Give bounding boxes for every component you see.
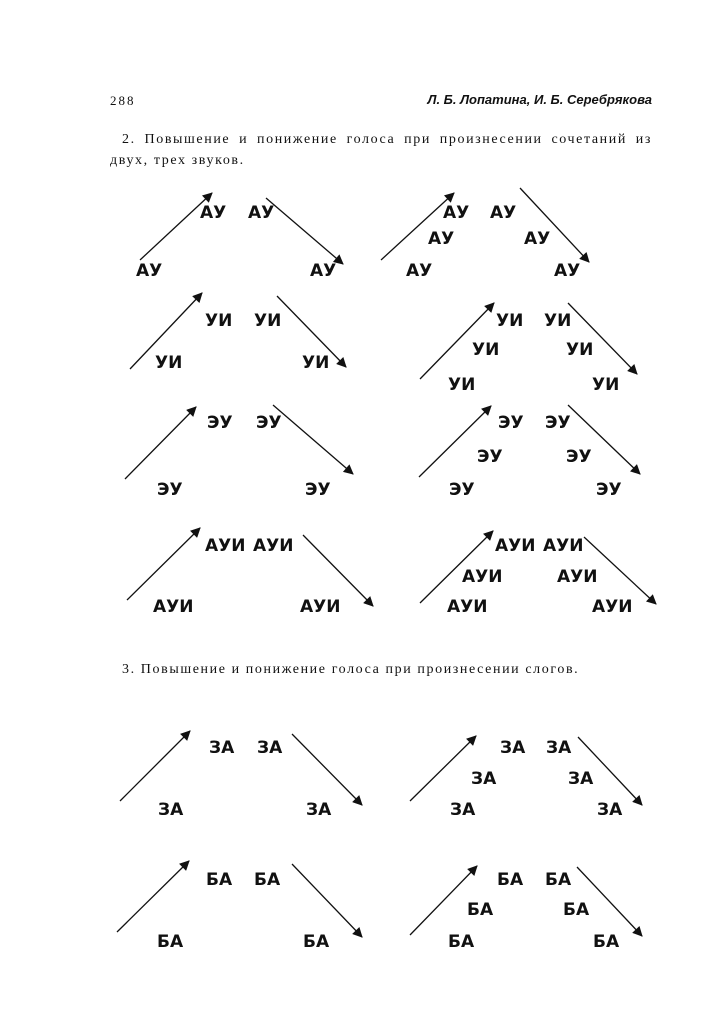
syllable-low-right: ЗА: [597, 800, 623, 820]
syllable-low-right: ЭУ: [305, 480, 331, 500]
drill-au-two-step: [136, 193, 343, 281]
syllable-low-left: БА: [157, 932, 184, 952]
task-3-heading: 3. Повышение и понижение голоса при произнесении слогов.: [122, 662, 580, 677]
drill-za-three-step: [410, 736, 642, 820]
syllable-mid-right: ЭУ: [566, 447, 592, 467]
syllable-low-right: ЗА: [306, 800, 332, 820]
drill-ba-two-step: [117, 861, 362, 952]
syllable-mid-right: УИ: [566, 340, 594, 360]
drill-ba-three-step: [410, 866, 642, 952]
syllable-mid-left: БА: [467, 900, 494, 920]
syllable-high-right: ЗА: [546, 738, 572, 758]
rising-arrow: [410, 736, 476, 801]
syllable-low-left: АУИ: [447, 597, 488, 617]
syllable-high-right: АУИ: [253, 536, 294, 556]
syllable-low-right: ЭУ: [596, 480, 622, 500]
syllable-mid-left: ЭУ: [477, 447, 503, 467]
drill-aui-two-step: [127, 528, 373, 617]
syllable-high-right: ЭУ: [545, 413, 571, 433]
syllable-high-left: АУИ: [495, 536, 536, 556]
syllable-low-left: ЭУ: [157, 480, 183, 500]
syllable-low-right: УИ: [302, 353, 330, 373]
syllable-low-left: АУИ: [153, 597, 194, 617]
syllable-low-left: ЗА: [450, 800, 476, 820]
falling-arrow: [266, 198, 343, 264]
drill-ui-three-step: [420, 303, 637, 395]
drill-au-three-step: [381, 188, 589, 281]
syllable-high-right: ЗА: [257, 738, 283, 758]
syllable-low-right: АУ: [310, 261, 337, 281]
falling-arrow: [273, 405, 353, 474]
syllable-mid-left: ЗА: [471, 769, 497, 789]
task-2-heading: 2. Повышение и понижение голоса при произнесении сочетаний из двух, трех звуков.: [110, 132, 652, 168]
syllable-high-right: ЭУ: [256, 413, 282, 433]
falling-arrow: [520, 188, 589, 262]
syllable-low-left: БА: [448, 932, 475, 952]
syllable-high-left: АУИ: [205, 536, 246, 556]
syllable-high-left: ЗА: [209, 738, 235, 758]
rising-arrow: [117, 861, 189, 932]
syllable-high-right: УИ: [544, 311, 572, 331]
falling-arrow: [292, 864, 362, 937]
syllable-high-left: АУ: [200, 203, 227, 223]
syllable-low-left: АУ: [406, 261, 433, 281]
syllable-low-left: АУ: [136, 261, 163, 281]
syllable-mid-right: АУИ: [557, 567, 598, 587]
rising-arrow: [120, 731, 190, 801]
syllable-mid-right: ЗА: [568, 769, 594, 789]
rising-arrow: [125, 407, 196, 479]
syllable-mid-left: УИ: [472, 340, 500, 360]
syllable-low-left: УИ: [448, 375, 476, 395]
drill-eu-two-step: [125, 405, 353, 500]
rising-arrow: [127, 528, 200, 600]
syllable-mid-right: БА: [563, 900, 590, 920]
syllable-high-left: ЭУ: [498, 413, 524, 433]
falling-arrow: [568, 303, 637, 374]
syllable-high-right: БА: [254, 870, 281, 890]
syllable-low-left: ЗА: [158, 800, 184, 820]
syllable-low-left: УИ: [155, 353, 183, 373]
syllable-high-left: БА: [497, 870, 524, 890]
syllable-high-right: АУ: [490, 203, 517, 223]
drill-za-two-step: [120, 731, 362, 820]
syllable-high-right: АУ: [248, 203, 275, 223]
syllable-mid-left: АУИ: [462, 567, 503, 587]
falling-arrow: [292, 734, 362, 805]
syllable-high-left: ЗА: [500, 738, 526, 758]
syllable-high-right: УИ: [254, 311, 282, 331]
syllable-mid-right: АУ: [524, 229, 551, 249]
running-head-authors: Л. Б. Лопатина, И. Б. Серебрякова: [427, 92, 652, 107]
syllable-low-right: АУ: [554, 261, 581, 281]
syllable-low-right: БА: [593, 932, 620, 952]
syllable-high-left: БА: [206, 870, 233, 890]
syllable-low-right: БА: [303, 932, 330, 952]
drill-aui-three-step: [420, 531, 656, 617]
falling-arrow: [303, 535, 373, 606]
page-number: 288: [110, 93, 136, 108]
syllable-low-right: АУИ: [300, 597, 341, 617]
syllable-mid-left: АУ: [428, 229, 455, 249]
syllable-high-left: УИ: [496, 311, 524, 331]
syllable-high-left: УИ: [205, 311, 233, 331]
syllable-high-right: АУИ: [543, 536, 584, 556]
syllable-high-left: ЭУ: [207, 413, 233, 433]
drill-eu-three-step: [419, 405, 640, 500]
drill-ui-two-step: [130, 293, 346, 373]
syllable-low-right: УИ: [592, 375, 620, 395]
syllable-high-right: БА: [545, 870, 572, 890]
syllable-high-left: АУ: [443, 203, 470, 223]
syllable-low-right: АУИ: [592, 597, 633, 617]
syllable-low-left: ЭУ: [449, 480, 475, 500]
